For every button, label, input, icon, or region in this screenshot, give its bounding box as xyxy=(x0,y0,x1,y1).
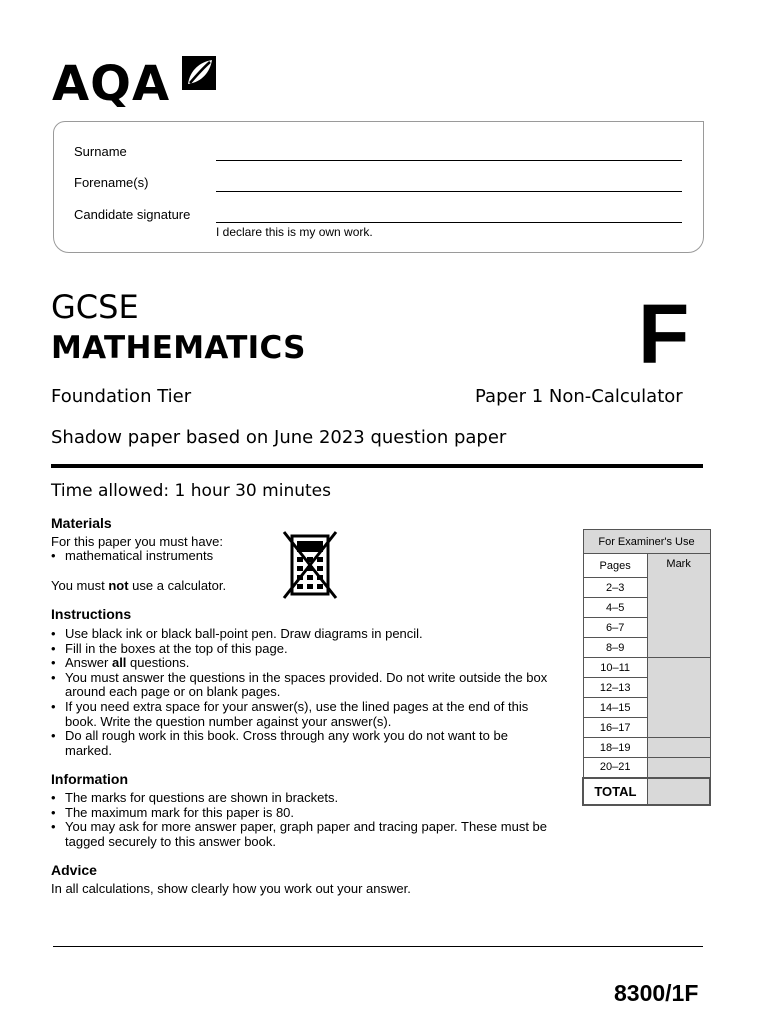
forename-field[interactable] xyxy=(216,191,682,192)
table-row: 10–11 xyxy=(583,658,647,678)
tier-letter: F xyxy=(638,287,690,381)
instructions-list xyxy=(51,627,551,758)
calculator-notice xyxy=(51,579,226,594)
aqa-leaf-icon xyxy=(180,54,218,92)
signature-field[interactable] xyxy=(216,222,682,223)
answer-all-start: Answer xyxy=(65,655,112,671)
table-row: 4–5 xyxy=(583,598,647,618)
calculator-notice-start: You must xyxy=(51,578,109,593)
surname-field[interactable] xyxy=(216,160,682,161)
table-row: 16–17 xyxy=(583,718,647,738)
materials-heading: Materials xyxy=(51,515,112,531)
surname-label: Surname xyxy=(74,144,127,159)
candidate-details-box xyxy=(53,121,704,253)
table-row: 2–3 xyxy=(583,578,647,598)
mark-column-header: Mark xyxy=(647,554,710,658)
table-row: 18–19 xyxy=(583,738,647,758)
mark-cell[interactable] xyxy=(647,658,710,738)
advice-heading: Advice xyxy=(51,862,97,878)
mark-cell[interactable] xyxy=(647,738,710,758)
list-item: • The marks for questions are shown in brackets. xyxy=(51,791,551,806)
instructions-heading: Instructions xyxy=(51,606,132,622)
table-row: 20–21 xyxy=(583,758,647,778)
materials-intro: For this paper you must have: xyxy=(51,534,223,549)
table-row: 12–13 xyxy=(583,678,647,698)
paper-label: Paper 1 Non-Calculator xyxy=(475,386,683,407)
logo-text: AQA xyxy=(52,56,171,112)
list-item: • Use black ink or black ball-point pen. Draw diagrams in pencil. xyxy=(51,627,551,642)
list-item: • mathematical instruments xyxy=(51,549,551,564)
declaration-text: I declare this is my own work. xyxy=(216,225,373,239)
mark-cell[interactable] xyxy=(647,758,710,778)
calculator-notice-end: use a calculator. xyxy=(128,578,227,593)
calculator-notice-emphasis: not xyxy=(108,578,129,593)
answer-all-emphasis: all xyxy=(111,655,127,671)
list-item: • If you need extra space for your answer(s), use the lined pages at the end of this book. Write the question number against your answer(s). xyxy=(51,700,551,729)
shadow-paper-note: Shadow paper based on June 2023 question paper xyxy=(51,427,507,448)
table-row: 8–9 xyxy=(583,638,647,658)
pages-column-header: Pages xyxy=(583,554,647,578)
subject-title: MATHEMATICS xyxy=(51,330,306,366)
total-label: TOTAL xyxy=(583,778,647,805)
information-heading: Information xyxy=(51,771,128,787)
list-item: • You may ask for more answer paper, graph paper and tracing paper. These must be tagged securely to this answer book. xyxy=(51,820,551,849)
crossed-calculator-icon xyxy=(282,530,338,600)
information-list xyxy=(51,791,551,849)
tier-label: Foundation Tier xyxy=(51,386,192,407)
footer-divider xyxy=(53,946,703,947)
list-item xyxy=(51,656,551,671)
title-divider xyxy=(51,464,703,468)
time-allowed: Time allowed: 1 hour 30 minutes xyxy=(51,481,331,501)
list-item: • You must answer the questions in the spaces provided. Do not write outside the box around each page or on blank pages. xyxy=(51,671,551,700)
forename-label: Forename(s) xyxy=(74,175,149,190)
answer-all-end: questions. xyxy=(126,655,190,671)
signature-label: Candidate signature xyxy=(74,207,191,222)
aqa-logo xyxy=(52,54,222,112)
examiner-use-table xyxy=(582,529,711,806)
table-row: 6–7 xyxy=(583,618,647,638)
list-item: • Do all rough work in this book. Cross through any work you do not want to be marked. xyxy=(51,729,551,758)
advice-text: In all calculations, show clearly how you work out your answer. xyxy=(51,881,411,896)
paper-code: 8300/1F xyxy=(614,980,699,1006)
total-mark-cell[interactable] xyxy=(647,778,710,805)
table-row: 14–15 xyxy=(583,698,647,718)
list-item: • The maximum mark for this paper is 80. xyxy=(51,806,551,821)
qualification-title: GCSE xyxy=(51,288,139,326)
examiner-table-title: For Examiner's Use xyxy=(583,530,710,554)
list-item: • Fill in the boxes at the top of this page. xyxy=(51,642,551,657)
